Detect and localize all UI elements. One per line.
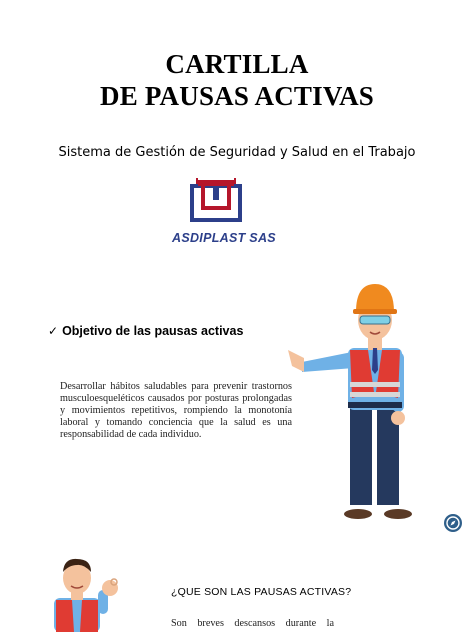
page-title-line-2: DE PAUSAS ACTIVAS — [100, 81, 374, 111]
objective-paragraph: Desarrollar hábitos saludables para prevenir trastornos musculoesqueléticos causados por posturas prolongadas y movimientos repetitivos, rompiendo la monotonía laboral y tomando conciencia que la salud es una responsabilidad de cada individuo. — [60, 381, 292, 440]
page-title-line-1: CARTILLA — [165, 49, 309, 79]
question-heading: ¿QUE SON LAS PAUSAS ACTIVAS? — [171, 586, 352, 598]
check-icon: ✓ — [48, 324, 59, 338]
worker-ok-gesture-illustration — [44, 556, 124, 632]
company-logo-icon — [186, 178, 246, 224]
page-subtitle: Sistema de Gestión de Seguridad y Salud en el Trabajo — [58, 145, 416, 160]
worker-pointing-illustration — [282, 280, 422, 525]
objective-heading-text: Objetivo de las pausas activas — [62, 324, 244, 338]
compass-icon — [444, 514, 462, 532]
company-logo-text: ASDIPLAST SAS — [172, 231, 276, 245]
definition-text: Son breves descansos durante la — [171, 618, 334, 629]
objective-heading — [48, 324, 243, 338]
navigate-button[interactable] — [444, 514, 462, 532]
